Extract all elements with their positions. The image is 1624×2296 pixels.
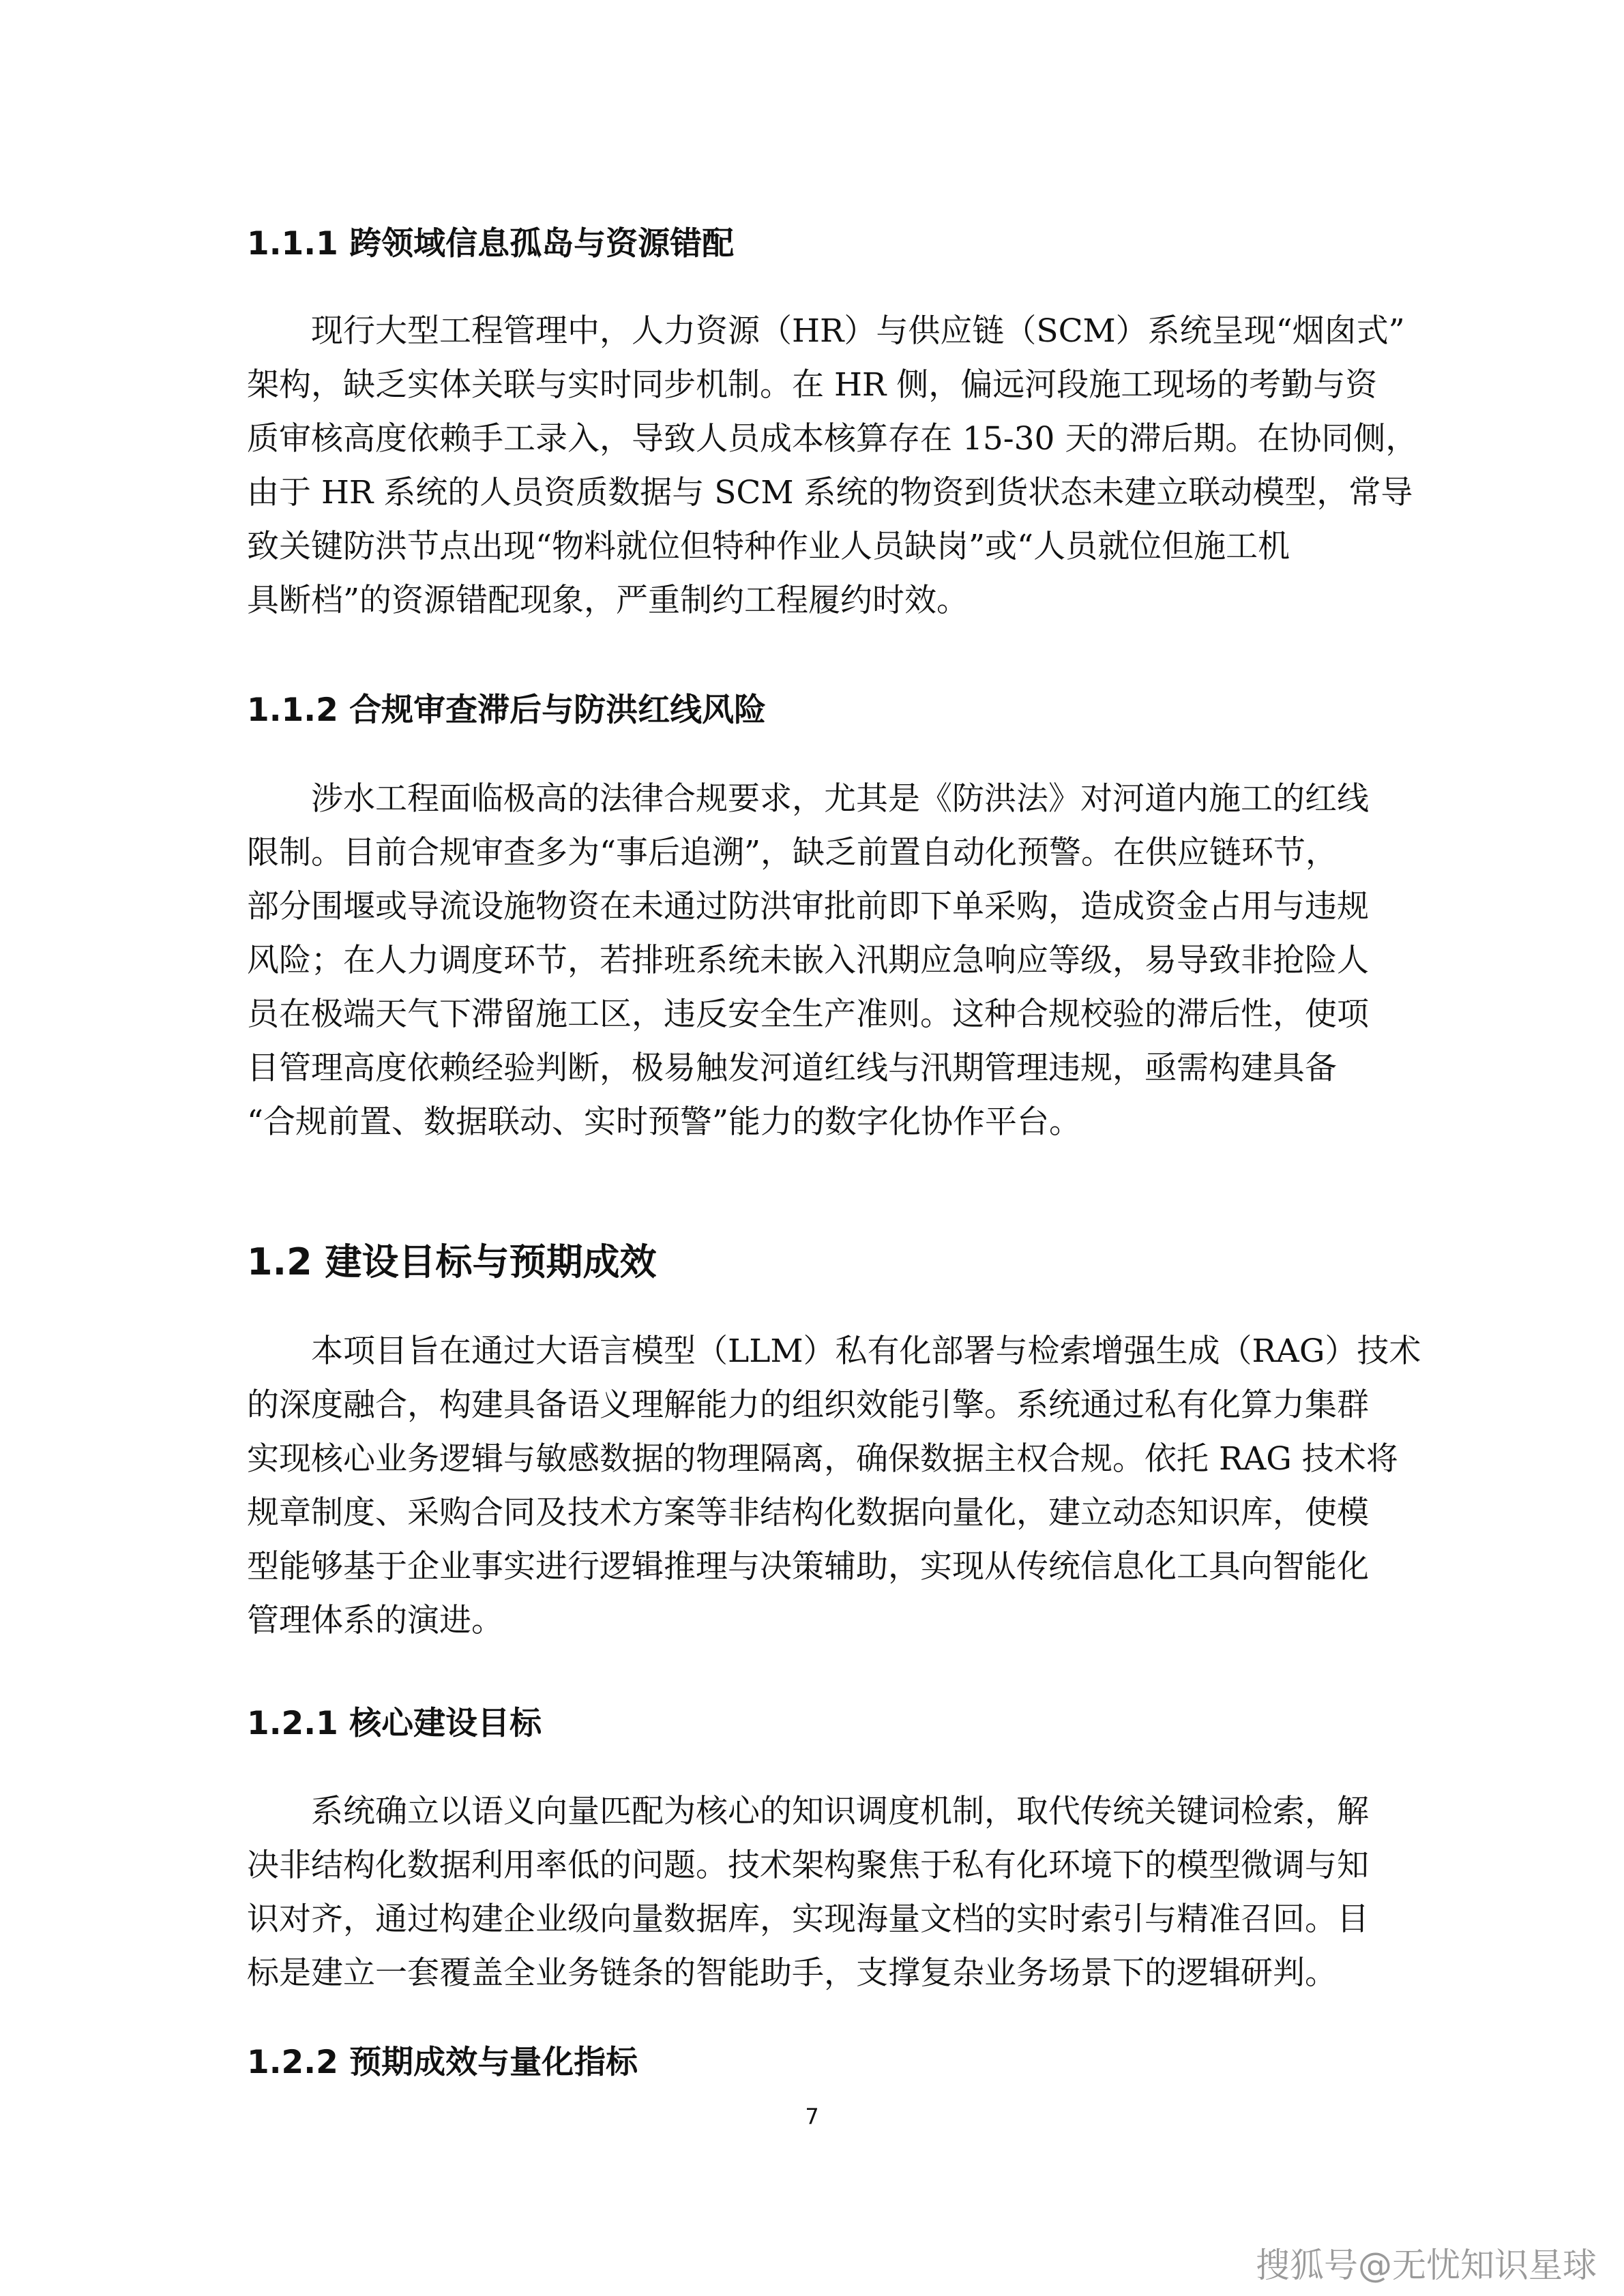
paragraph-line: 员在极端天气下滞留施工区，违反安全生产准则。这种合规校验的滞后性，使项 — [247, 996, 1369, 1033]
section-paragraph-1-2 — [247, 1324, 1421, 1648]
paragraph-line: 本项目旨在通过大语言模型（LLM）私有化部署与检索增强生成（RAG）技术 — [311, 1332, 1421, 1370]
paragraph-line: 限制。目前合规审查多为“事后追溯”，缺乏前置自动化预警。在供应链环节， — [247, 834, 1338, 871]
paragraph-line: 实现核心业务逻辑与敏感数据的物理隔离，确保数据主权合规。依托 RAG 技术将 — [247, 1440, 1398, 1478]
paragraph-line: 的深度融合，构建具备语义理解能力的组织效能引擎。系统通过私有化算力集群 — [247, 1386, 1369, 1424]
paragraph-line: 涉水工程面临极高的法律合规要求，尤其是《防洪法》对河道内施工的红线 — [311, 780, 1369, 818]
section-heading-1-2: 1.2 建设目标与预期成效 — [247, 1240, 657, 1283]
section-paragraph-1-2-1 — [247, 1785, 1390, 2000]
paragraph-line: 管理体系的演进。 — [247, 1602, 503, 1639]
paragraph-line: 系统确立以语义向量匹配为核心的知识调度机制，取代传统关键词检索，解 — [311, 1793, 1369, 1830]
paragraph-line: 具断档”的资源错配现象，严重制约工程履约时效。 — [247, 582, 969, 619]
paragraph-line: 规章制度、采购合同及技术方案等非结构化数据向量化，建立动态知识库，使模 — [247, 1494, 1369, 1532]
section-heading-1-1-1: 1.1.1 跨领域信息孤岛与资源错配 — [247, 225, 735, 263]
paragraph-line: 质审核高度依赖手工录入，导致人员成本核算存在 15-30 天的滞后期。在协同侧， — [247, 420, 1418, 458]
paragraph-line: 识对齐，通过构建企业级向量数据库，实现海量文档的实时索引与精准召回。目 — [247, 1900, 1369, 1938]
paragraph-line: 部分围堰或导流设施物资在未通过防洪审批前即下单采购，造成资金占用与违规 — [247, 888, 1369, 925]
paragraph-line: 由于 HR 系统的人员资质数据与 SCM 系统的物资到货状态未建立联动模型，常导 — [247, 474, 1413, 511]
section-heading-1-2-1: 1.2.1 核心建设目标 — [247, 1705, 542, 1742]
paragraph-line: 架构，缺乏实体关联与实时同步机制。在 HR 侧，偏远河段施工现场的考勤与资 — [247, 366, 1378, 404]
paragraph-line: 型能够基于企业事实进行逻辑推理与决策辅助，实现从传统信息化工具向智能化 — [247, 1548, 1369, 1585]
paragraph-line: 标是建立一套覆盖全业务链条的智能助手，支撑复杂业务场景下的逻辑研判。 — [247, 1954, 1337, 1992]
page-number: 7 — [805, 2104, 819, 2130]
watermark: 搜狐号@无忧知识星球 — [1256, 2246, 1597, 2285]
paragraph-line: 决非结构化数据利用率低的问题。技术架构聚焦于私有化环境下的模型微调与知 — [247, 1847, 1369, 1884]
paragraph-line: 致关键防洪节点出现“物料就位但特种作业人员缺岗”或“人员就位但施工机 — [247, 528, 1290, 565]
section-paragraph-1-1-2 — [247, 772, 1390, 1149]
section-paragraph-1-1-1 — [247, 304, 1418, 627]
paragraph-line: 风险；在人力调度环节，若排班系统未嵌入汛期应急响应等级，易导致非抢险人 — [247, 942, 1369, 979]
paragraph-line: 目管理高度依赖经验判断，极易触发河道红线与汛期管理违规，亟需构建具备 — [247, 1049, 1337, 1087]
paragraph-line: 现行大型工程管理中，人力资源（HR）与供应链（SCM）系统呈现“烟囱式” — [311, 312, 1405, 350]
paragraph-line: “合规前置、数据联动、实时预警”能力的数字化协作平台。 — [247, 1103, 1082, 1141]
section-heading-1-1-2: 1.1.2 合规审查滞后与防洪红线风险 — [247, 691, 767, 729]
section-heading-1-2-2: 1.2.2 预期成效与量化指标 — [247, 2044, 638, 2081]
